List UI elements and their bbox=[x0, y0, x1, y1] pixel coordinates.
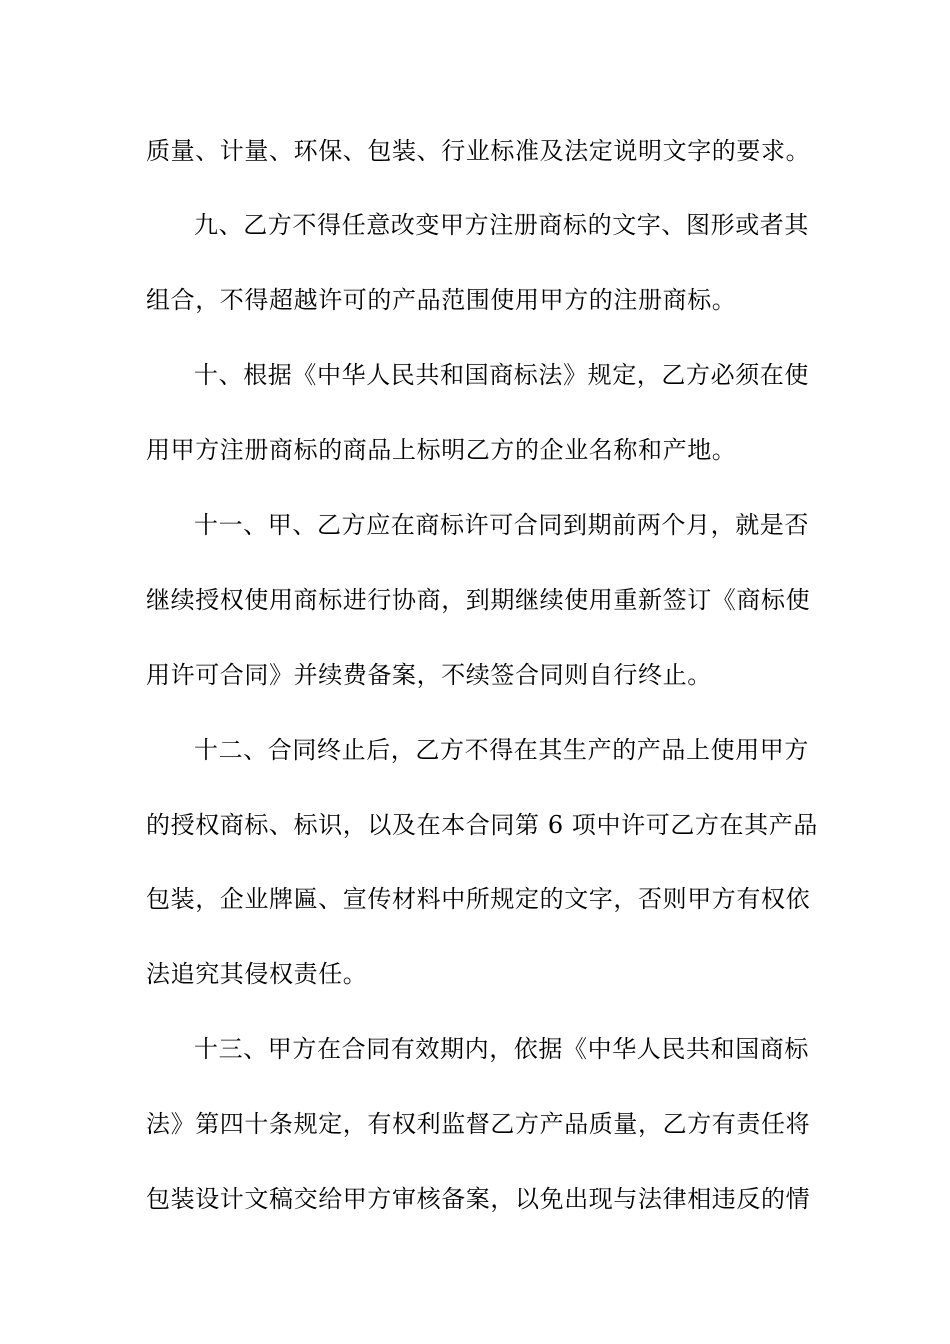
text-line: 包装设计文稿交给甲方审核备案，以免出现与法律相违反的情 bbox=[146, 1185, 811, 1213]
text-line: 用甲方注册商标的商品上标明乙方的企业名称和产地。 bbox=[146, 436, 737, 464]
text-line: 法追究其侵权责任。 bbox=[146, 960, 368, 988]
text-line: 十二、合同终止后，乙方不得在其生产的产品上使用甲方 bbox=[194, 736, 809, 764]
text-line: 组合，不得超越许可的产品范围使用甲方的注册商标。 bbox=[146, 286, 737, 314]
text-line: 九、乙方不得任意改变甲方注册商标的文字、图形或者其 bbox=[194, 211, 809, 239]
text-line: 十三、甲方在合同有效期内，依据《中华人民共和国商标 bbox=[194, 1035, 809, 1063]
text-line: 继续授权使用商标进行协商，到期继续使用重新签订《商标使 bbox=[146, 586, 811, 614]
text-line: 用许可合同》并续费备案，不续签合同则自行终止。 bbox=[146, 661, 712, 689]
text-line: 质量、计量、环保、包装、行业标准及法定说明文字的要求。 bbox=[146, 137, 811, 165]
text-line: 十、根据《中华人民共和国商标法》规定，乙方必须在使 bbox=[194, 361, 809, 389]
text-line: 包装，企业牌匾、宣传材料中所规定的文字，否则甲方有权依 bbox=[146, 885, 811, 913]
text-line: 法》第四十条规定，有权利监督乙方产品质量，乙方有责任将 bbox=[146, 1110, 811, 1138]
text-line: 十一、甲、乙方应在商标许可合同到期前两个月，就是否 bbox=[194, 511, 809, 539]
text-line: 的授权商标、标识，以及在本合同第 6 项中许可乙方在其产品 bbox=[146, 811, 818, 839]
